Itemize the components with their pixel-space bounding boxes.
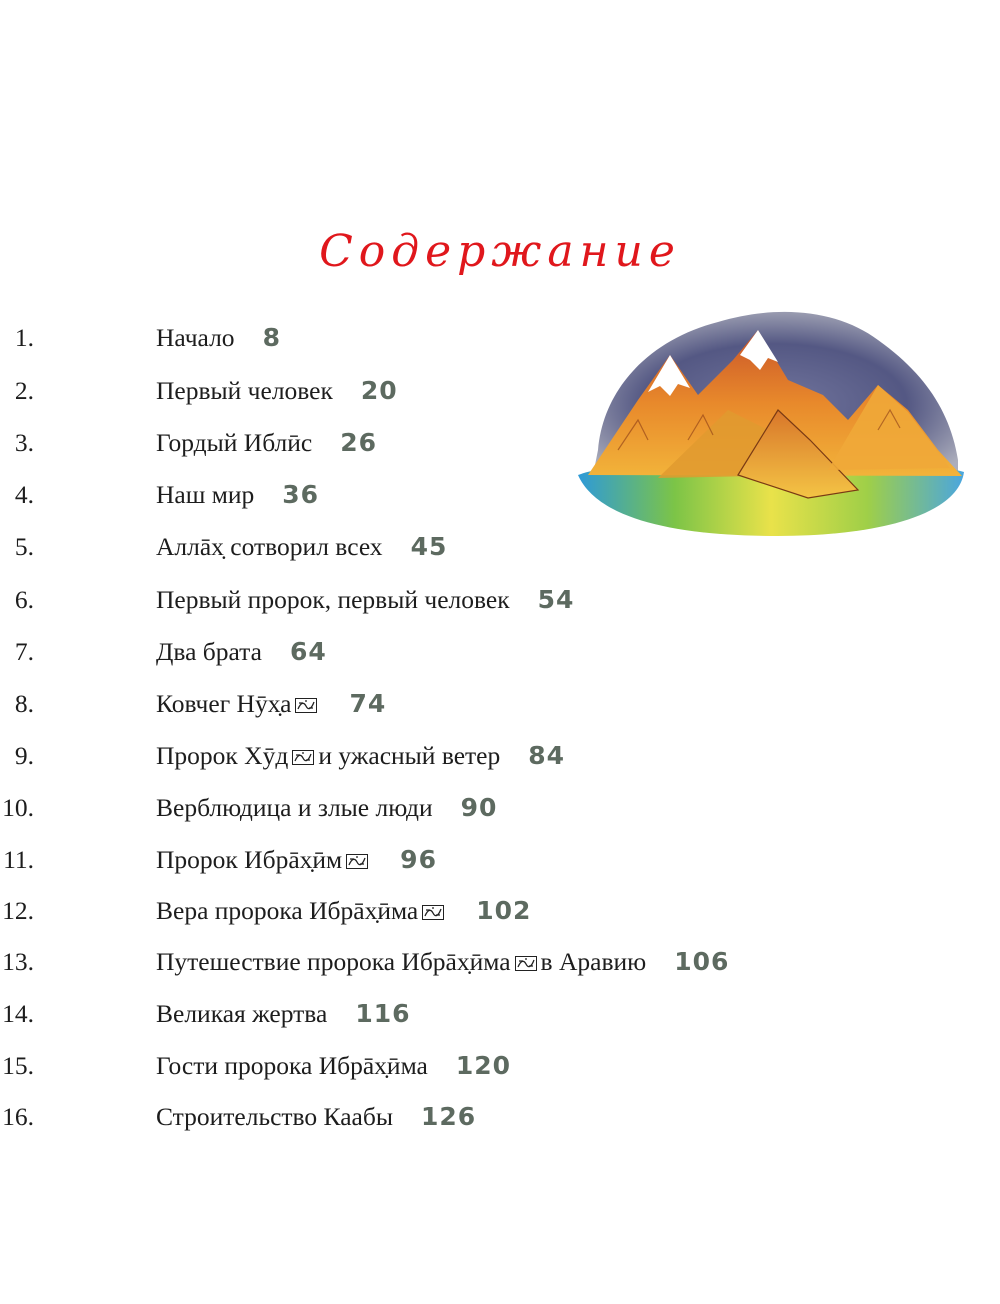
toc-item-number: 12. — [2, 896, 34, 925]
toc-item-number: 14. — [2, 999, 34, 1028]
toc-item-number: 1. — [14, 323, 34, 352]
blessing-seal-icon — [292, 737, 314, 752]
toc-item — [0, 840, 900, 880]
toc-page-number[interactable]: 90 — [460, 793, 498, 822]
toc-page-number[interactable]: 64 — [289, 637, 327, 666]
toc-page-number[interactable]: 54 — [537, 585, 575, 614]
toc-page-number[interactable]: 102 — [476, 896, 532, 925]
toc-item-text — [156, 891, 531, 931]
toc-item — [0, 1046, 900, 1086]
toc-item-number: 5. — [14, 532, 34, 561]
toc-item-title-part: Два брата — [156, 637, 262, 666]
page-title: Содержание — [319, 226, 681, 277]
toc-item — [0, 1097, 900, 1137]
blessing-seal-icon — [295, 685, 317, 700]
toc-item-title-part: Первый пророк, первый человек — [156, 585, 510, 614]
toc-item — [0, 632, 900, 672]
toc-item-text — [156, 684, 386, 724]
toc-item-title-part: Строительство Каабы — [156, 1102, 393, 1131]
toc-item-number: 8. — [14, 689, 34, 718]
toc-item-title-part: Начало — [156, 323, 235, 352]
toc-item-number: 15. — [2, 1051, 34, 1080]
toc-item-title-part: Великая жертва — [156, 999, 328, 1028]
blessing-seal-icon — [346, 841, 368, 856]
toc-item-text — [156, 994, 411, 1034]
toc-page-number[interactable]: 96 — [400, 845, 437, 874]
toc-item-title-part: Верблюдица и злые люди — [156, 793, 433, 822]
toc-item-title-part: Наш мир — [156, 480, 255, 509]
toc-item-text — [156, 318, 281, 358]
toc-item-text — [156, 1097, 476, 1137]
mountains-illustration — [578, 300, 964, 536]
toc-item-number: 7. — [14, 637, 34, 666]
toc-item — [0, 736, 900, 776]
toc-page-number[interactable]: 106 — [674, 947, 730, 976]
blessing-seal-icon — [422, 892, 444, 907]
toc-item-text — [156, 942, 729, 982]
toc-page-number[interactable]: 20 — [360, 376, 398, 405]
toc-page-number[interactable]: 116 — [355, 999, 411, 1028]
toc-item-title-part: Гости пророка Ибрāх̣ӣма — [156, 1051, 428, 1080]
toc-item-number: 9. — [14, 741, 34, 770]
toc-item-title-part: Ковчег Нӯх̣а — [156, 689, 292, 718]
toc-item-number: 11. — [3, 845, 34, 874]
toc-item-title-part: Путешествие пророка Ибрāх̣ӣма — [156, 947, 511, 976]
toc-item-title-part: Вера пророка Ибрāх̣ӣма — [156, 896, 419, 925]
toc-item-number: 13. — [2, 947, 34, 976]
toc-item-title-part: Аллāх̣ сотворил всех — [156, 532, 383, 561]
toc-item-text — [156, 580, 574, 620]
toc-page-number[interactable]: 26 — [340, 428, 378, 457]
toc-item-title-part: Первый человек — [156, 376, 333, 405]
toc-item-text — [156, 475, 319, 515]
blessing-seal-icon — [515, 943, 537, 958]
toc-item-text — [156, 1046, 511, 1086]
toc-page-number[interactable]: 84 — [528, 741, 566, 770]
toc-item-number: 6. — [14, 585, 34, 614]
toc-item-text — [156, 371, 398, 411]
toc-item-title-part: Пророк Ибрāх̣ӣм — [156, 845, 343, 874]
toc-page-number[interactable]: 8 — [262, 323, 281, 352]
toc-item-number: 4. — [14, 480, 34, 509]
toc-page-number[interactable]: 36 — [282, 480, 320, 509]
toc-item-text — [156, 527, 447, 567]
toc-item-title-part: в Аравию — [540, 947, 647, 976]
toc-item — [0, 942, 900, 982]
toc-item-text — [156, 840, 437, 880]
toc-item-number: 10. — [2, 793, 34, 822]
toc-page-number[interactable]: 74 — [349, 689, 387, 718]
toc-item-number: 16. — [2, 1102, 34, 1131]
toc-item-text — [156, 632, 327, 672]
toc-item-title-part: и ужасный ветер — [318, 741, 501, 770]
toc-item-text — [156, 788, 497, 828]
toc-page-number[interactable]: 126 — [420, 1102, 477, 1131]
toc-item — [0, 788, 900, 828]
toc-page-number[interactable]: 45 — [410, 532, 448, 561]
toc-item — [0, 684, 900, 724]
toc-item — [0, 891, 900, 931]
toc-item-number: 3. — [14, 428, 34, 457]
toc-item — [0, 994, 900, 1034]
toc-item — [0, 580, 900, 620]
toc-item-number: 2. — [14, 376, 34, 405]
toc-page-number[interactable]: 120 — [455, 1051, 512, 1080]
toc-item-title-part: Пророк Хӯд — [156, 741, 289, 770]
toc-item-text — [156, 736, 565, 776]
toc-item-title-part: Гордый Иблӣс — [156, 428, 313, 457]
toc-item-text — [156, 423, 377, 463]
